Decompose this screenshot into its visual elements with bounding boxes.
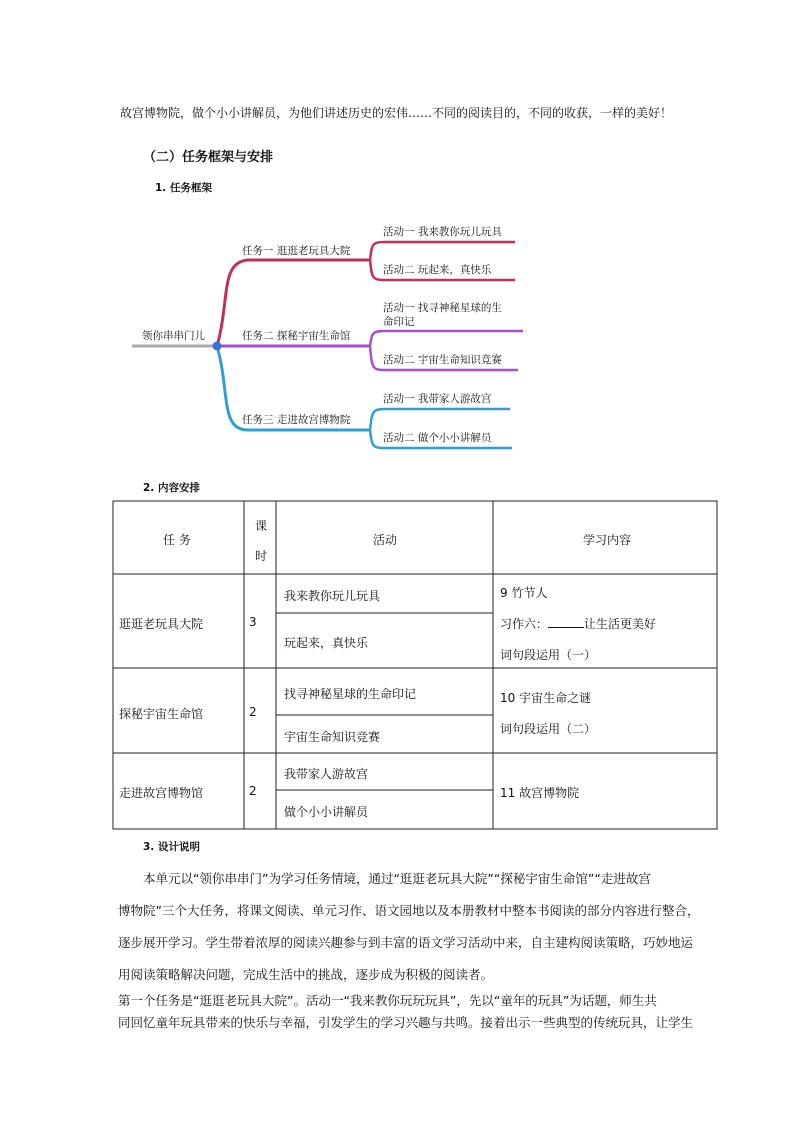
table-row1-content3: 词句段运用（一） — [500, 648, 597, 662]
table-row1-activity2: 玩起来，真快乐 — [284, 636, 369, 650]
table-header-hours-char2: 时 — [255, 549, 268, 563]
mindmap-task1-label: 任务一 逛逛老玩具大院 — [242, 245, 351, 257]
table-header-hours-char1: 课 — [255, 519, 268, 533]
table-header-task: 任 务 — [163, 533, 191, 547]
table-row2-activity2: 宇宙生命知识竞赛 — [284, 730, 381, 744]
mindmap-task1-activity1: 活动一 我来教你玩儿玩具 — [383, 226, 502, 238]
table-row2-hours: 2 — [249, 705, 257, 719]
table-header-activity: 活动 — [373, 533, 398, 547]
table-row3-activity1: 我带家人游故宫 — [284, 767, 369, 781]
table-row3-hours: 2 — [249, 784, 257, 798]
mindmap-task2-label: 任务二 探秘宇宙生命馆 — [242, 330, 351, 342]
table-row1-activity1: 我来教你玩儿玩具 — [284, 589, 381, 603]
paragraph-line-2: 博物院”三个大任务，将课文阅读、单元习作、语文园地以及本册教材中整本书阅读的部分内容进行整合， — [118, 903, 700, 918]
subheading-content-arrangement: 2. 内容安排 — [143, 482, 200, 494]
subheading-task-framework: 1. 任务框架 — [155, 182, 212, 194]
table-row3-task: 走进故宫博物馆 — [119, 786, 204, 800]
intro-line: 故宫博物院，做个小小讲解员，为他们讲述历史的宏伟……不同的阅读目的，不同的收获，一样的美好！ — [120, 106, 673, 120]
paragraph-line-1: 本单元以“领你串串门”为学习任务情境，通过“逛逛老玩具大院”“探秘宇宙生命馆”“走进故宫 — [143, 871, 651, 886]
mindmap-root-label: 领你串串门儿 — [142, 330, 205, 342]
mindmap-task3-activity1: 活动一 我带家人游故宫 — [383, 393, 492, 405]
table-row1-content2-prefix: 习作六： — [500, 617, 549, 631]
section-heading: （二）任务框架与安排 — [143, 150, 274, 165]
mindmap-task2-activity2: 活动二 宇宙生命知识竞赛 — [383, 354, 502, 366]
paragraph-line-6: 同回忆童年玩具带来的快乐与幸福，引发学生的学习兴趣与共鸣。接着出示一些典型的传统玩具，让学生 — [118, 1015, 694, 1030]
table-row3-content1: 11 故宫博物院 — [500, 786, 580, 800]
mindmap-task1-activity2: 活动二 玩起来，真快乐 — [383, 264, 492, 276]
mindmap-task2-activity1-line1: 活动一 找寻神秘星球的生 — [383, 302, 502, 314]
table-row1-hours: 3 — [249, 615, 257, 629]
table-row2-content1: 10 宇宙生命之谜 — [500, 691, 592, 705]
mindmap-task2-activity1-line2: 命印记 — [383, 316, 415, 328]
subheading-design-notes: 3. 设计说明 — [143, 841, 200, 853]
table-row1-task: 逛逛老玩具大院 — [119, 617, 204, 631]
table-row1-content1: 9 竹节人 — [500, 586, 548, 600]
table-row1-content2-suffix: 让生活更美好 — [584, 617, 657, 631]
table-row1-content2 — [500, 615, 656, 632]
table-row2-activity1: 找寻神秘星球的生命印记 — [284, 687, 417, 701]
table-row3-activity2: 做个小小讲解员 — [284, 805, 369, 819]
mindmap-task3-label: 任务三 走进故宫博物院 — [242, 414, 351, 426]
fill-in-blank — [548, 617, 584, 628]
table-row2-task: 探秘宇宙生命馆 — [119, 707, 204, 721]
paragraph-line-3: 逐步展开学习。学生带着浓厚的阅读兴趣参与到丰富的语文学习活动中来，自主建构阅读策略，巧妙地运 — [118, 935, 694, 950]
paragraph-line-4: 用阅读策略解决问题，完成生活中的挑战，逐步成为积极的阅读者。 — [118, 967, 494, 982]
table-row2-content2: 词句段运用（二） — [500, 722, 597, 736]
mindmap-task3-activity2: 活动二 做个小小讲解员 — [383, 432, 492, 444]
table-header-content: 学习内容 — [583, 533, 632, 547]
paragraph-line-5: 第一个任务是“逛逛老玩具大院”。活动一“我来教你玩玩玩具”，先以“童年的玩具”为话题，师生共 — [118, 993, 657, 1008]
